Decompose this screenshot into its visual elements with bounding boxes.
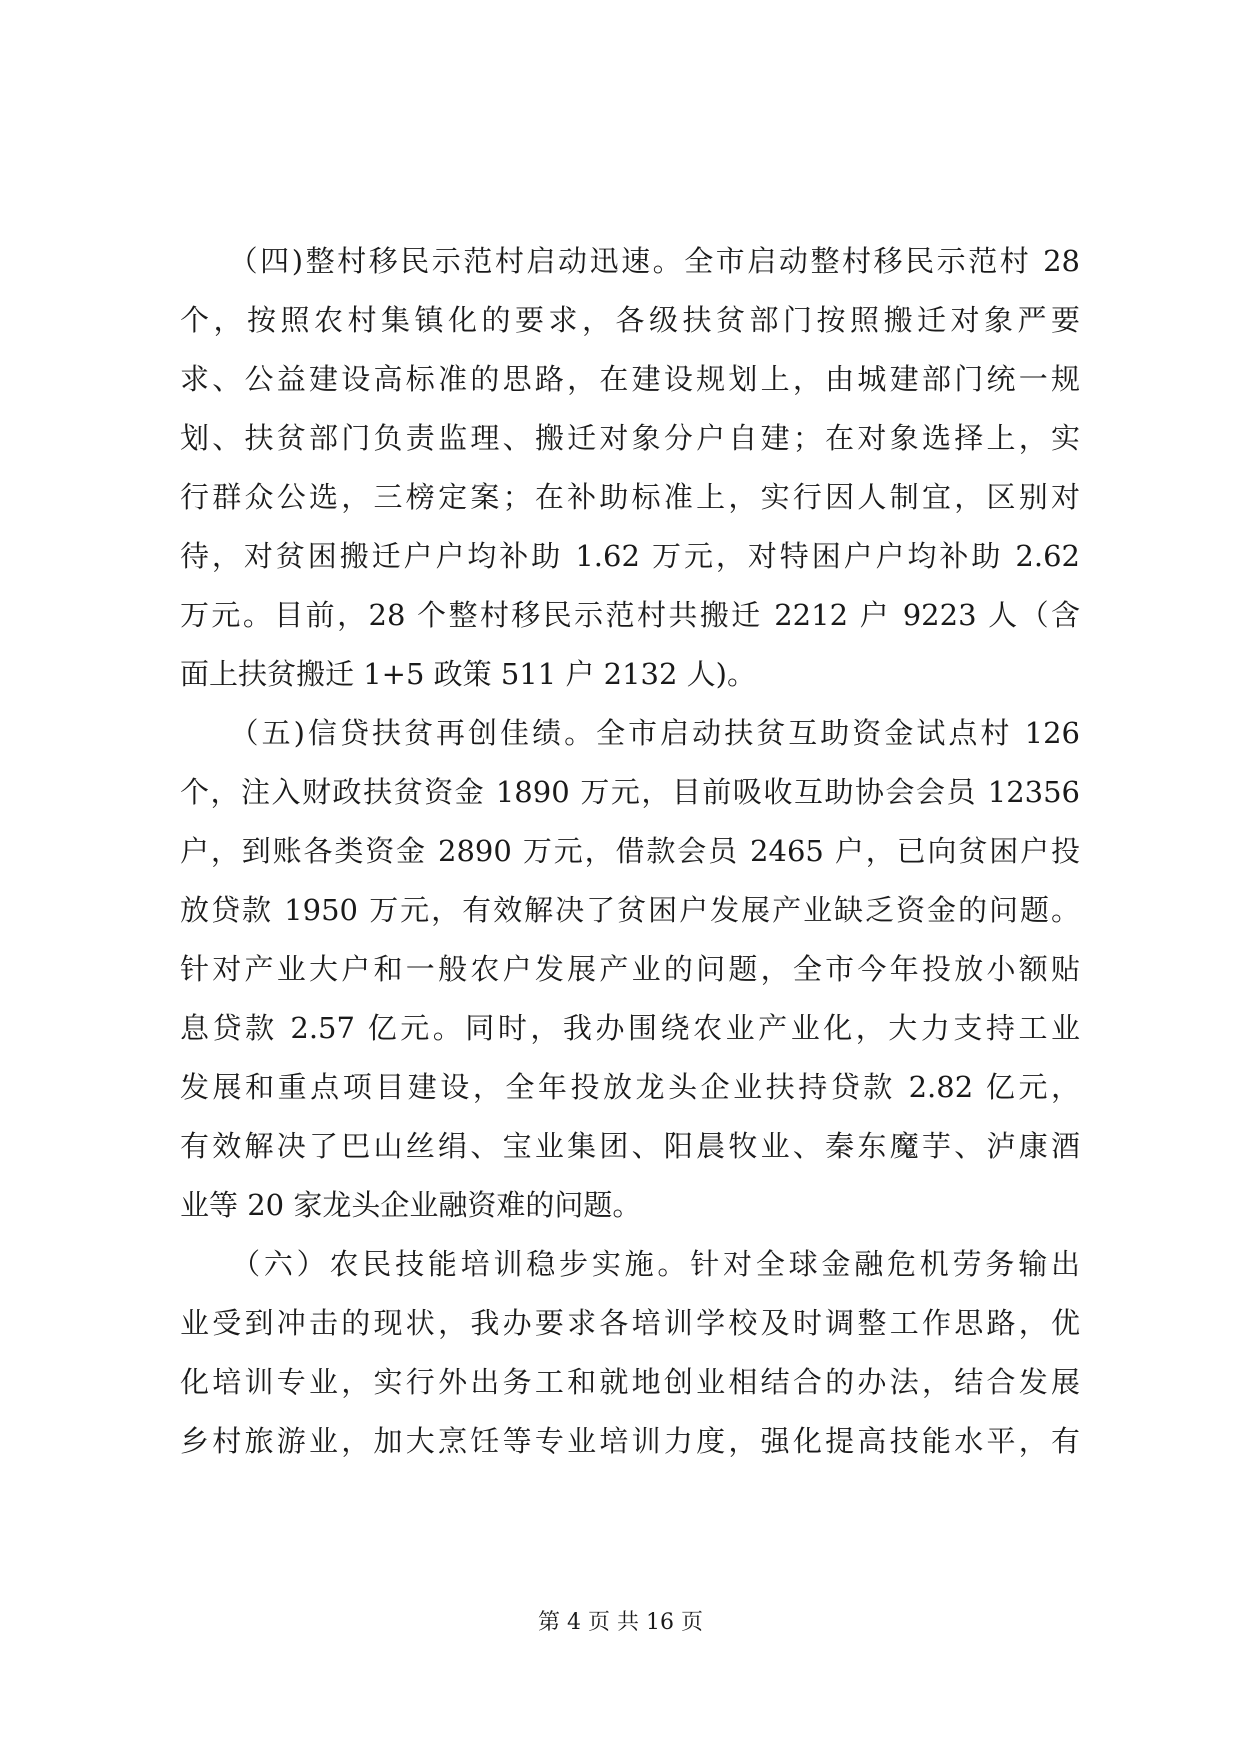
text-line: （五)信贷扶贫再创佳绩。全市启动扶贫互助资金试点村 126 [180, 716, 1080, 750]
text-line: 化培训专业，实行外出务工和就地创业相结合的办法，结合发展 [180, 1365, 1080, 1399]
text-line: 行群众公选，三榜定案；在补助标准上，实行因人制宜，区别对 [180, 480, 1080, 514]
text-line: 求、公益建设高标准的思路，在建设规划上，由城建部门统一规 [180, 362, 1080, 396]
text-line: 放贷款 1950 万元，有效解决了贫困户发展产业缺乏资金的问题。 [180, 893, 1080, 927]
text-line: 乡村旅游业，加大烹饪等专业培训力度，强化提高技能水平，有 [180, 1424, 1080, 1458]
text-line: 户，到账各类资金 2890 万元，借款会员 2465 户，已向贫困户投 [180, 834, 1080, 868]
body-text [180, 232, 1080, 1471]
text-line: 业受到冲击的现状，我办要求各培训学校及时调整工作思路，优 [180, 1306, 1080, 1340]
text-line: 发展和重点项目建设，全年投放龙头企业扶持贷款 2.82 亿元， [180, 1070, 1080, 1104]
text-line: 业等 20 家龙头企业融资难的问题。 [180, 1188, 642, 1222]
text-line: 有效解决了巴山丝绢、宝业集团、阳晨牧业、秦东魔芋、泸康酒 [180, 1129, 1080, 1163]
text-line: 个，按照农村集镇化的要求，各级扶贫部门按照搬迁对象严要 [180, 303, 1080, 337]
text-line: 针对产业大户和一般农户发展产业的问题，全市今年投放小额贴 [180, 952, 1080, 986]
text-line: （六）农民技能培训稳步实施。针对全球金融危机劳务输出 [180, 1247, 1080, 1281]
text-line: 待，对贫困搬迁户户均补助 1.62 万元，对特困户户均补助 2.62 [180, 539, 1080, 573]
text-line: 息贷款 2.57 亿元。同时，我办围绕农业产业化，大力支持工业 [180, 1011, 1080, 1045]
text-line: 个，注入财政扶贫资金 1890 万元，目前吸收互助协会会员 12356 [180, 775, 1080, 809]
text-line: （四)整村移民示范村启动迅速。全市启动整村移民示范村 28 [180, 244, 1080, 278]
page-number-footer: 第 4 页 共 16 页 [538, 1610, 703, 1635]
text-line: 划、扶贫部门负责监理、搬迁对象分户自建；在对象选择上，实 [180, 421, 1080, 455]
text-line: 万元。目前，28 个整村移民示范村共搬迁 2212 户 9223 人（含 [180, 598, 1080, 632]
text-line: 面上扶贫搬迁 1+5 政策 511 户 2132 人)。 [180, 657, 756, 691]
